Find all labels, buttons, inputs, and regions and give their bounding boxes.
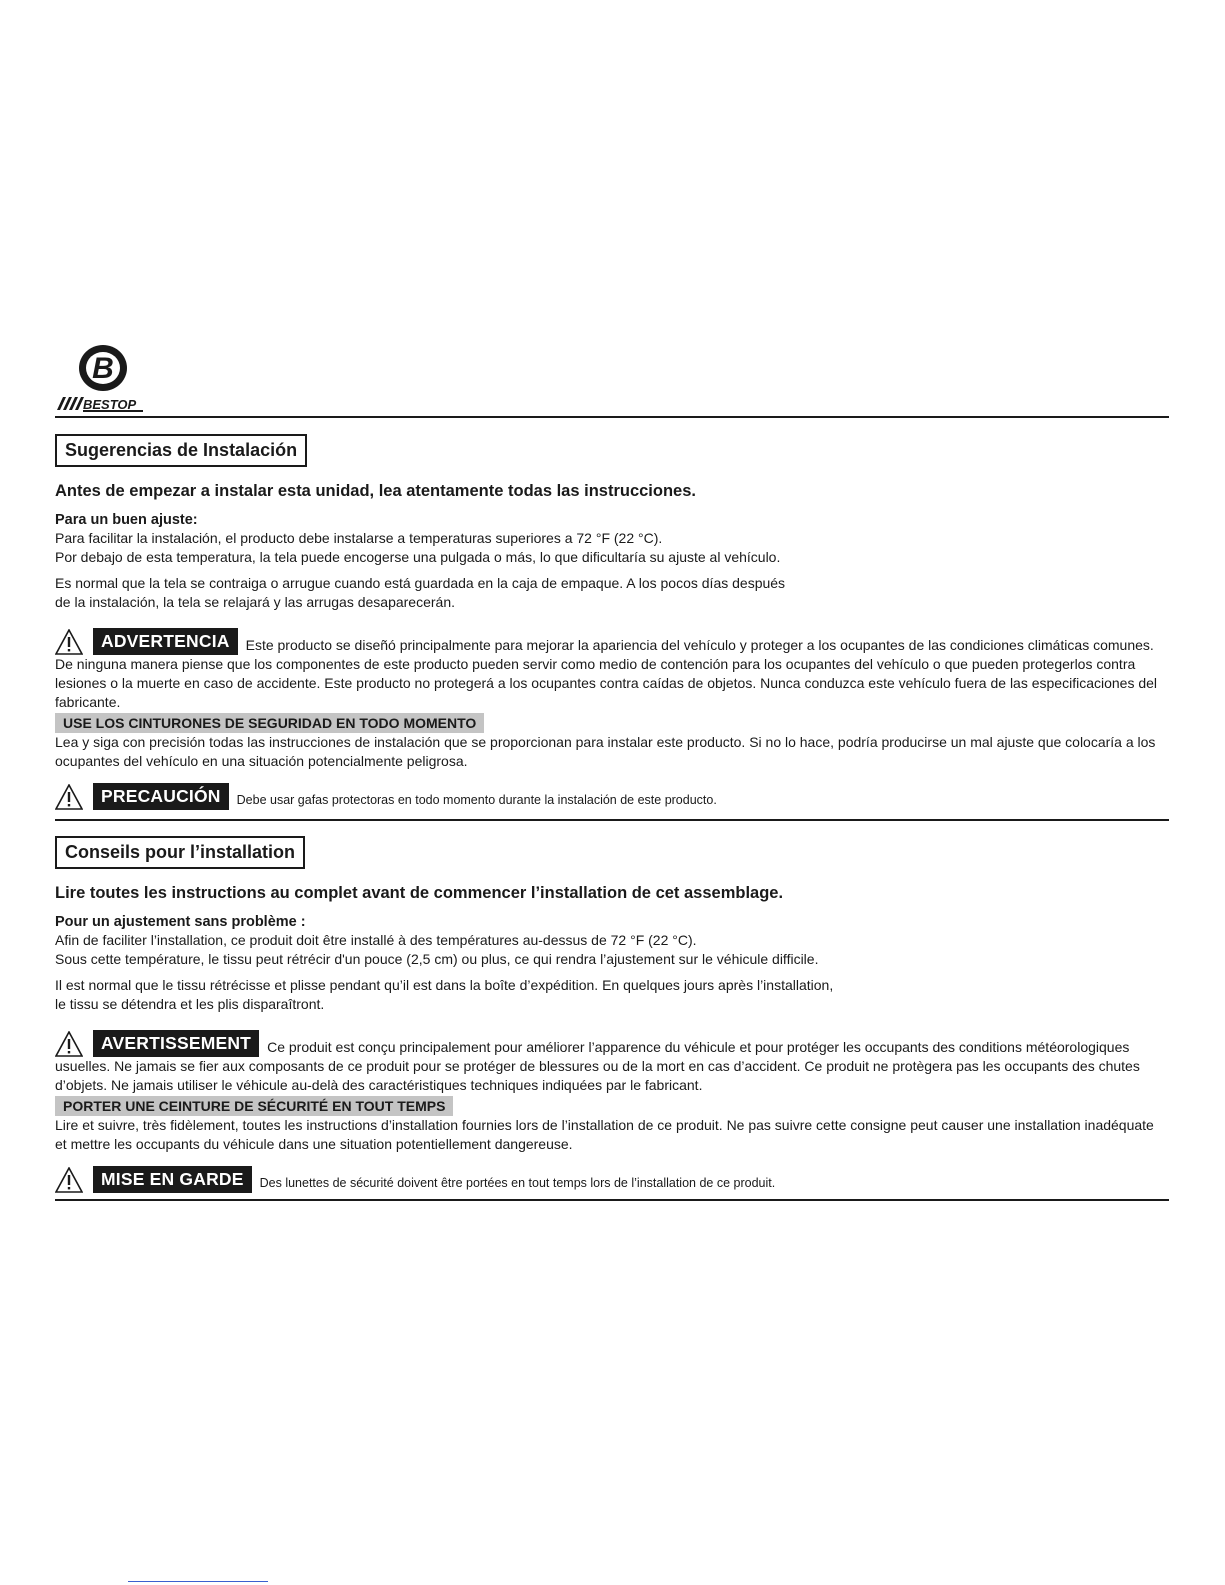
- svg-text:B: B: [92, 352, 114, 385]
- warning-text-es: Este producto se diseñó principalmente para mejorar la apariencia del vehículo y proteger a los ocupantes de las condiciones climáticas comunes. De ninguna manera piense que los componentes de este producto pueden servir como medio de contención para los ocupantes del vehículo o que pueden protegerlos contra lesiones o la muerte en caso de accidente. Este producto no protegerá a los ocupantes contra caídas de objetos. Nunca conduzca este vehículo fuera de las especificaciones del fabricante.: [55, 637, 1158, 710]
- fit-line-4-es: de la instalación, la tela se relajará y las arrugas desaparecerán.: [55, 594, 456, 610]
- french-section: [55, 836, 1169, 1193]
- warning-label-fr: AVERTISSEMENT: [93, 1030, 259, 1057]
- lead-text-fr: Lire toutes les instructions au complet avant de commencer l’installation de cet assemblage.: [55, 884, 784, 902]
- lead-text-es: Antes de empezar a instalar esta unidad, lea atentamente todas las instrucciones.: [55, 482, 696, 500]
- subhead-es: Para un buen ajuste:: [55, 512, 198, 528]
- section-title-es: Sugerencias de Instalación: [55, 434, 307, 467]
- fit-line-3-es: Es normal que la tela se contraiga o arrugue cuando está guardada en la caja de empaque. A los pocos días después: [55, 575, 786, 591]
- footer-link-underline: [128, 1581, 268, 1582]
- caution-triangle-icon: [55, 1167, 83, 1193]
- warning-label-es: ADVERTENCIA: [93, 628, 238, 655]
- svg-text:BESTOP: BESTOP: [83, 397, 137, 412]
- seatbelt-banner-fr: PORTER UNE CEINTURE DE SÉCURITÉ EN TOUT TEMPS: [55, 1096, 453, 1116]
- follow-text-fr: Lire et suivre, très fidèlement, toutes les instructions d’installation fournies lors de l’installation de ce produit. Ne pas suivre cette consigne peut causer une installation inadéquate et mettre les occupants du véhicule dans une situation potentiellement dangereuse.: [55, 1117, 1154, 1152]
- middle-divider: [55, 819, 1169, 821]
- subhead-fr: Pour un ajustement sans problème :: [55, 914, 306, 930]
- caution-text-fr: Des lunettes de sécurité doivent être portées en tout temps lors de l’installation de ce produit.: [259, 1176, 776, 1190]
- caution-triangle-icon: [55, 784, 83, 810]
- warning-triangle-icon: [55, 629, 83, 655]
- top-divider: [55, 416, 1169, 418]
- seatbelt-banner-es: USE LOS CINTURONES DE SEGURIDAD EN TODO MOMENTO: [55, 713, 484, 733]
- caution-block-fr: [55, 1166, 1169, 1193]
- warning-triangle-icon: [55, 1031, 83, 1057]
- caution-text-es: Debe usar gafas protectoras en todo momento durante la instalación de este producto.: [236, 793, 717, 807]
- fit-line-4-fr: le tissu se détendra et les plis disparaîtront.: [55, 996, 325, 1012]
- spanish-section: [55, 434, 1169, 810]
- warning-block-es: [55, 628, 1169, 712]
- caution-label-es: PRECAUCIÓN: [93, 783, 229, 810]
- fit-line-1-fr: Afin de faciliter l’installation, ce produit doit être installé à des températures au-dessus de 72 °F (22 °C).: [55, 932, 697, 948]
- follow-text-es: Lea y siga con precisión todas las instrucciones de instalación que se proporcionan para instalar este producto. Si no lo hace, podría producirse un mal ajuste que colocaría a los ocupantes del vehículo en una situación potencialmente peligrosa.: [55, 734, 1156, 769]
- warning-block-fr: [55, 1030, 1169, 1095]
- warning-text-fr: Ce produit est conçu principalement pour améliorer l’apparence du véhicule et pour protéger les occupants des conditions météorologiques usuelles. Ne jamais se fier aux composants de ce produit pour se protéger de blessures ou de la mort en cas d’accident. Ce produit ne protègera pas les occupants des chutes d’objets. Ne jamais utiliser le véhicule au-delà des caractéristiques techniques indiquées par le fabricant.: [55, 1039, 1140, 1093]
- fit-line-3-fr: Il est normal que le tissu rétrécisse et plisse pendant qu’il est dans la boîte d’expédition. En quelques jours après l’installation,: [55, 977, 834, 993]
- fit-line-2-es: Por debajo de esta temperatura, la tela puede encogerse una pulgada o más, lo que dificultaría su ajuste al vehículo.: [55, 549, 781, 565]
- bestop-logo: [55, 342, 147, 414]
- bottom-divider: [55, 1199, 1169, 1201]
- caution-block-es: [55, 783, 1169, 810]
- caution-label-fr: MISE EN GARDE: [93, 1166, 252, 1193]
- fit-line-1-es: Para facilitar la instalación, el producto debe instalarse a temperaturas superiores a 72 °F (22 °C).: [55, 530, 663, 546]
- section-title-fr: Conseils pour l’installation: [55, 836, 305, 869]
- fit-line-2-fr: Sous cette température, le tissu peut rétrécir d'un pouce (2,5 cm) ou plus, ce qui rendra l’ajustement sur le véhicule difficile.: [55, 951, 819, 967]
